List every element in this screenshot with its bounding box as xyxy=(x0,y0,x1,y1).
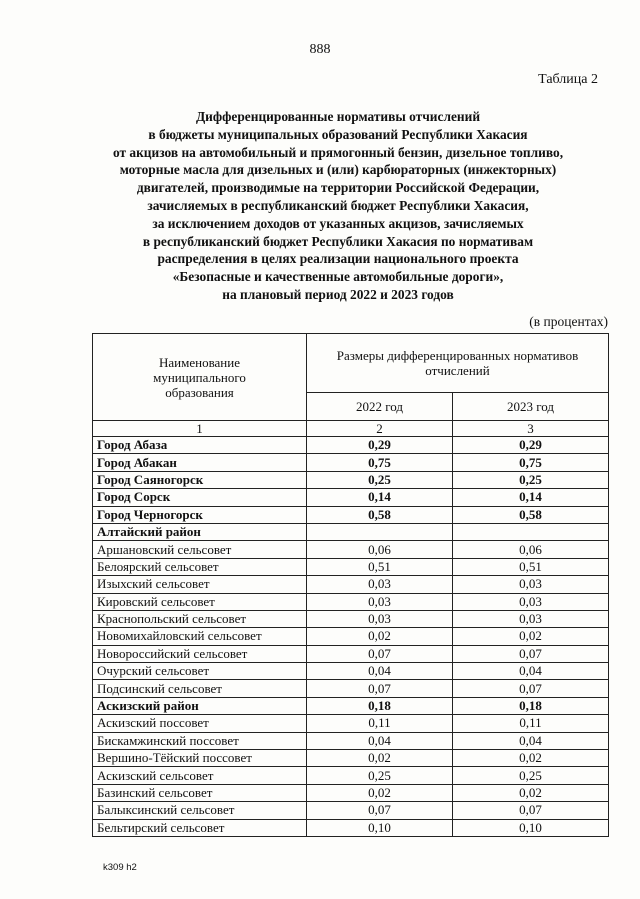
column-number-2: 2 xyxy=(307,421,453,437)
norm-2023-cell: 0,02 xyxy=(453,628,609,645)
norm-2022-cell: 0,07 xyxy=(307,645,453,662)
norm-2022-cell: 0,10 xyxy=(307,819,453,836)
column-number-1: 1 xyxy=(93,421,307,437)
municipality-name-cell: Город Абаза xyxy=(93,437,307,454)
table-row xyxy=(93,541,609,558)
norm-2022-cell: 0,04 xyxy=(307,663,453,680)
municipality-name-cell: Бискамжинский поссовет xyxy=(93,732,307,749)
title-line: в бюджеты муниципальных образований Республики Хакасия xyxy=(148,126,528,142)
norm-2022-cell: 0,02 xyxy=(307,784,453,801)
table-row xyxy=(93,628,609,645)
table-body xyxy=(93,437,609,837)
table-row xyxy=(93,819,609,836)
table-row xyxy=(93,680,609,697)
norm-2023-cell: 0,11 xyxy=(453,715,609,732)
norm-2023-cell: 0,04 xyxy=(453,732,609,749)
table-row xyxy=(93,663,609,680)
norm-2023-cell: 0,02 xyxy=(453,784,609,801)
municipality-name-cell: Город Черногорск xyxy=(93,506,307,523)
municipality-name-cell: Белоярский сельсовет xyxy=(93,558,307,575)
norm-2023-cell: 0,10 xyxy=(453,819,609,836)
table-row xyxy=(93,437,609,454)
footer-code: k309 h2 xyxy=(103,862,137,873)
norm-2022-cell: 0,03 xyxy=(307,576,453,593)
norm-2023-cell: 0,06 xyxy=(453,541,609,558)
municipality-name-cell: Очурский сельсовет xyxy=(93,663,307,680)
norm-2022-cell: 0,06 xyxy=(307,541,453,558)
table-row xyxy=(93,645,609,662)
norm-2022-cell: 0,02 xyxy=(307,628,453,645)
table-row xyxy=(93,610,609,627)
norm-2022-cell: 0,25 xyxy=(307,471,453,488)
units-note: (в процентах) xyxy=(529,314,608,329)
norm-2023-cell: 0,25 xyxy=(453,767,609,784)
municipality-name-cell: Город Саяногорск xyxy=(93,471,307,488)
table-row xyxy=(93,715,609,732)
norm-2023-cell: 0,14 xyxy=(453,489,609,506)
norm-2022-cell: 0,07 xyxy=(307,802,453,819)
column-header-2022: 2022 год xyxy=(307,393,453,421)
municipality-name-cell: Подсинский сельсовет xyxy=(93,680,307,697)
title-line: на плановый период 2022 и 2023 годов xyxy=(222,286,454,302)
norms-table xyxy=(92,333,609,837)
municipality-name-cell: Бельтирский сельсовет xyxy=(93,819,307,836)
table-row xyxy=(93,471,609,488)
table-row xyxy=(93,784,609,801)
norm-2023-cell: 0,04 xyxy=(453,663,609,680)
norm-2023-cell: 0,58 xyxy=(453,506,609,523)
municipality-name-cell: Аскизский район xyxy=(93,697,307,714)
norm-2023-cell: 0,29 xyxy=(453,437,609,454)
page-number: 888 xyxy=(309,42,331,57)
title-line: двигателей, производимые на территории Российской Федерации, xyxy=(136,180,540,196)
document-title xyxy=(60,108,616,304)
table-row xyxy=(93,750,609,767)
municipality-name-cell: Базинский сельсовет xyxy=(93,784,307,801)
municipality-name-cell: Вершино-Тёйский поссовет xyxy=(93,750,307,767)
title-line: Дифференцированные нормативы отчислений xyxy=(195,109,481,124)
municipality-name-cell: Краснопольский сельсовет xyxy=(93,610,307,627)
table-row xyxy=(93,697,609,714)
municipality-name-cell: Город Абакан xyxy=(93,454,307,471)
table-row xyxy=(93,506,609,523)
column-number-3: 3 xyxy=(453,421,609,437)
municipality-name-cell: Изыхский сельсовет xyxy=(93,576,307,593)
title-line: за исключением доходов от указанных акцизов, зачисляемых xyxy=(152,215,524,231)
municipality-name-cell: Балыксинский сельсовет xyxy=(93,802,307,819)
title-line: в республиканский бюджет Республики Хакасия по нормативам xyxy=(142,233,534,249)
norm-2022-cell: 0,51 xyxy=(307,558,453,575)
municipality-name-cell: Алтайский район xyxy=(93,523,307,540)
table-row xyxy=(93,767,609,784)
norm-2022-cell: 0,25 xyxy=(307,767,453,784)
norm-2022-cell: 0,58 xyxy=(307,506,453,523)
norm-2022-cell: 0,03 xyxy=(307,593,453,610)
norm-2023-cell: 0,02 xyxy=(453,750,609,767)
norm-2023-cell: 0,03 xyxy=(453,593,609,610)
municipality-name-cell: Новороссийский сельсовет xyxy=(93,645,307,662)
title-line: распределения в целях реализации национального проекта xyxy=(157,251,519,267)
column-header-name: Наименование муниципального образования xyxy=(93,334,307,421)
title-line: зачисляемых в республиканский бюджет Республики Хакасия, xyxy=(147,197,529,213)
norm-2023-cell: 0,07 xyxy=(453,680,609,697)
norm-2022-cell: 0,03 xyxy=(307,610,453,627)
municipality-name-cell: Кировский сельсовет xyxy=(93,593,307,610)
column-header-2023: 2023 год xyxy=(453,393,609,421)
column-header-norms: Размеры дифференцированных нормативов отчислений xyxy=(307,334,609,393)
table-row xyxy=(93,523,609,540)
table-row xyxy=(93,558,609,575)
title-line: моторные масла для дизельных и (или) карбюраторных (инжекторных) xyxy=(119,162,557,178)
norm-2023-cell: 0,51 xyxy=(453,558,609,575)
norm-2022-cell: 0,75 xyxy=(307,454,453,471)
norm-2022-cell: 0,07 xyxy=(307,680,453,697)
table-row xyxy=(93,489,609,506)
table-row xyxy=(93,593,609,610)
norm-2022-cell xyxy=(307,523,453,540)
table-label: Таблица 2 xyxy=(538,72,598,87)
norm-2023-cell: 0,07 xyxy=(453,802,609,819)
title-line: «Безопасные и качественные автомобильные дороги», xyxy=(172,269,504,285)
norm-2022-cell: 0,04 xyxy=(307,732,453,749)
norm-2023-cell xyxy=(453,523,609,540)
norm-2023-cell: 0,03 xyxy=(453,610,609,627)
title-line: от акцизов на автомобильный и прямогонный бензин, дизельное топливо, xyxy=(112,144,564,160)
norm-2023-cell: 0,25 xyxy=(453,471,609,488)
norm-2022-cell: 0,11 xyxy=(307,715,453,732)
norm-2022-cell: 0,14 xyxy=(307,489,453,506)
municipality-name-cell: Новомихайловский сельсовет xyxy=(93,628,307,645)
norm-2023-cell: 0,75 xyxy=(453,454,609,471)
norm-2022-cell: 0,29 xyxy=(307,437,453,454)
municipality-name-cell: Аскизский сельсовет xyxy=(93,767,307,784)
norm-2022-cell: 0,18 xyxy=(307,697,453,714)
municipality-name-cell: Аршановский сельсовет xyxy=(93,541,307,558)
table-row xyxy=(93,454,609,471)
norm-2023-cell: 0,18 xyxy=(453,697,609,714)
table-row xyxy=(93,802,609,819)
municipality-name-cell: Город Сорск xyxy=(93,489,307,506)
table-row xyxy=(93,576,609,593)
municipality-name-cell: Аскизский поссовет xyxy=(93,715,307,732)
norm-2022-cell: 0,02 xyxy=(307,750,453,767)
norm-2023-cell: 0,07 xyxy=(453,645,609,662)
table-row xyxy=(93,732,609,749)
norm-2023-cell: 0,03 xyxy=(453,576,609,593)
